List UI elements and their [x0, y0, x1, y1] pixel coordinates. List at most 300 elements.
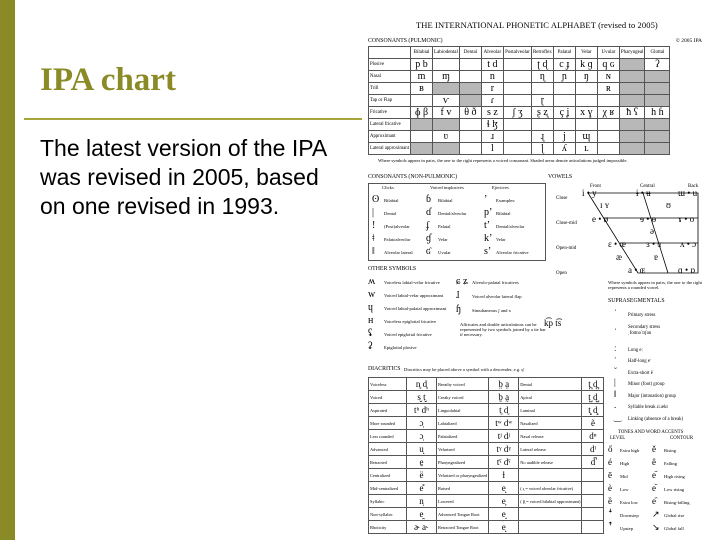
tone-symbol: ě: [652, 444, 656, 454]
consonant-cell: ɰ: [575, 131, 597, 143]
consonant-cell: ɴ: [597, 71, 619, 83]
other-symbol: ɧ: [456, 304, 461, 315]
other-symbol-row: [368, 289, 443, 300]
ejectives-label: Alveolar fricative: [496, 250, 529, 255]
consonant-cell: ɬ ɮ: [481, 119, 503, 131]
vowel-close-mid-back: ɤ • o: [678, 214, 695, 224]
slide-title: IPA chart: [40, 62, 176, 98]
consonant-cell: [575, 95, 597, 107]
consonant-cell: ʀ: [597, 83, 619, 95]
suprasegmental-label: Minor (foot) group: [628, 382, 665, 387]
pulmonic-consonant-table: [368, 46, 670, 155]
other-symbol-label: Voiced labial-velar approximant: [384, 293, 444, 298]
place-header: Velar: [575, 47, 597, 59]
tone-row: [652, 444, 676, 454]
other-symbols-heading: OTHER SYMBOLS: [368, 266, 417, 272]
clicks-symbol: ʘ: [372, 194, 380, 205]
implosives-label: Velar: [438, 237, 448, 242]
diacritic-example: e̠: [407, 456, 437, 469]
ejectives-row: [484, 220, 524, 231]
suprasegmental-row: [614, 400, 668, 410]
clicks-row: [372, 220, 410, 231]
diacritic-label: More rounded: [369, 417, 407, 430]
ipa-chart-title: THE INTERNATIONAL PHONETIC ALPHABET (revised to 2005): [416, 20, 658, 30]
clicks-row: [372, 207, 396, 218]
manner-row: [369, 143, 670, 155]
vowel-close-central: ɨ • ʉ: [636, 188, 651, 198]
diacritic-label: Palatalized: [437, 430, 489, 443]
diacritic-example: [582, 482, 604, 495]
diacritic-example: [582, 508, 604, 521]
diacritics-table: [368, 377, 604, 534]
other-symbol-label: Voiced alveolar lateral flap: [472, 294, 522, 299]
consonant-cell: ɽ: [531, 95, 553, 107]
manner-label: Nasal: [369, 71, 411, 83]
other-symbol-label: Voiced epiglottal fricative: [384, 332, 432, 337]
other-symbol-label: Voiceless labial-velar fricative: [384, 280, 440, 285]
vowel-open-label: Open: [556, 271, 567, 276]
tone-symbol: ȅ: [608, 496, 612, 506]
consonant-cell: [619, 59, 645, 71]
other-symbol-label: Epiglottal plosive: [384, 345, 417, 350]
diacritic-example: [582, 521, 604, 534]
suprasegmental-symbol: ˈ: [614, 308, 617, 318]
consonant-cell: [459, 71, 481, 83]
consonant-cell: [531, 119, 553, 131]
tone-label: Extra low: [620, 500, 638, 505]
clicks-symbol: ǂ: [372, 233, 375, 244]
ejectives-symbol: pʼ: [484, 207, 493, 218]
implosives-header: Voiced implosives: [430, 185, 464, 190]
diacritic-example: ɔ̹: [407, 417, 437, 430]
implosives-row: [426, 207, 466, 218]
tone-label: Falling: [664, 461, 678, 466]
diacritic-row: [369, 508, 604, 521]
other-symbol-row: [368, 302, 446, 313]
vowel-open-front: a • ɶ: [628, 265, 646, 275]
other-symbol-row: [368, 315, 436, 326]
consonant-cell: [619, 95, 645, 107]
diacritic-label: Apical: [519, 391, 582, 404]
diacritic-label: Laminal: [519, 404, 582, 417]
consonant-cell: [619, 143, 645, 155]
suprasegmental-symbol: ‿: [614, 411, 622, 422]
consonant-cell: χ ʁ: [597, 107, 619, 119]
diacritic-label: Velarized or pharyngealized: [437, 469, 489, 482]
consonant-cell: ʂ ʐ: [531, 107, 553, 119]
consonant-cell: [411, 119, 433, 131]
place-header: Alveolar: [481, 47, 503, 59]
consonant-cell: ʎ: [553, 143, 575, 155]
clicks-label: (Post)alveolar: [384, 224, 410, 229]
consonant-cell: [503, 131, 531, 143]
tone-row: [608, 470, 628, 480]
tone-row: [608, 444, 639, 454]
other-symbol: ʜ: [368, 315, 374, 326]
consonant-cell: ɱ: [433, 71, 460, 83]
diacritic-example: tˤ dˤ: [489, 456, 519, 469]
implosives-label: Uvular: [438, 250, 451, 255]
suprasegmental-row: [614, 389, 676, 399]
consonant-cell: [553, 95, 575, 107]
manner-row: [369, 95, 670, 107]
ejectives-label: Velar: [496, 237, 506, 242]
diacritic-label: Linguolabial: [437, 404, 489, 417]
ejectives-symbol: ʼ: [484, 194, 488, 205]
consonant-cell: ɻ: [531, 131, 553, 143]
tone-symbol: ↘: [652, 522, 660, 532]
suprasegmental-row: [614, 366, 653, 376]
tone-symbol: ē: [608, 470, 612, 480]
tone-symbol: e᷄: [652, 470, 656, 480]
implosives-symbol: ɗ: [426, 207, 431, 218]
diacritic-row: [369, 482, 604, 495]
diacritic-label: Mid-centralized: [369, 482, 407, 495]
suprasegmental-label: Secondary stress: [628, 324, 661, 330]
consonant-cell: [575, 83, 597, 95]
tone-label: Global rise: [664, 513, 685, 518]
manner-row: [369, 71, 670, 83]
consonant-cell: [531, 83, 553, 95]
consonant-cell: ç ʝ: [553, 107, 575, 119]
consonant-cell: [645, 119, 670, 131]
vowel-back-label: Back: [688, 184, 699, 189]
suprasegmental-label: Major (intonation) group: [628, 393, 676, 399]
diacritic-label: Breathy voiced: [437, 378, 489, 391]
vowel-front-label: Front: [590, 184, 601, 189]
vowel-near-close-front: ɪ ʏ: [600, 200, 610, 210]
slide-accent-bar: [0, 0, 15, 540]
diacritic-label: Non-syllabic: [369, 508, 407, 521]
other-symbol: ɥ: [368, 302, 373, 313]
suprasegmental-label: ˌfoʊnəˈtɪʃən: [628, 331, 652, 336]
other-symbol: ɺ: [456, 290, 460, 301]
clicks-label: Dental: [384, 211, 397, 216]
suprasegmental-row: [614, 320, 660, 330]
tone-label: Rising-falling: [664, 500, 690, 505]
diacritic-example: s̬ t̬: [407, 391, 437, 404]
manner-label: Approximant: [369, 131, 411, 143]
diacritic-example: u̟: [407, 443, 437, 456]
consonant-cell: [503, 95, 531, 107]
consonant-cell: [619, 119, 645, 131]
diacritic-example: t̻ d̻: [582, 404, 604, 417]
tones-level-label: LEVEL: [610, 436, 626, 441]
tone-row: [608, 509, 639, 519]
consonant-cell: [459, 143, 481, 155]
affricate-note: Affricates and double articulations can be represented by two symbols joined by a tie bar if necessary.: [460, 322, 546, 337]
manner-label: Fricative: [369, 107, 411, 119]
vowel-central-label: Central: [640, 184, 655, 189]
consonant-cell: m: [411, 71, 433, 83]
other-symbol-label: Simultaneous ʃ and x: [472, 308, 511, 313]
manner-label: Tap or Flap: [369, 95, 411, 107]
diacritic-row: [369, 443, 604, 456]
manner-label: Plosive: [369, 59, 411, 71]
consonant-cell: [553, 119, 575, 131]
consonant-cell: [503, 59, 531, 71]
diacritic-example: ɫ: [489, 469, 519, 482]
implosives-row: [426, 246, 451, 257]
manner-row: [369, 131, 670, 143]
diacritic-example: t̪ d̪: [582, 378, 604, 391]
vowel-note: Where symbols appear in pairs, the one to the right represents a rounded vowel.: [608, 280, 702, 290]
suprasegmental-symbol: ‖: [614, 388, 617, 399]
consonant-cell: p b: [411, 59, 433, 71]
ejectives-row: [484, 233, 506, 244]
tone-symbol: è: [608, 483, 612, 493]
ipa-chart-image: [364, 18, 706, 538]
slide-body-text: The latest version of the IPA was revised in 2005, based on one revised in 1993.: [40, 135, 326, 219]
tone-symbol: e᷅: [652, 483, 656, 493]
diacritic-label: No audible release: [519, 456, 582, 469]
place-header: Uvular: [597, 47, 619, 59]
manner-row: [369, 59, 670, 71]
diacritic-example: [582, 495, 604, 508]
tone-label: High rising: [664, 474, 685, 479]
suprasegmental-label: Half-long eˑ: [628, 359, 652, 364]
diacritic-label: ( β̞ = voiced bilabial approximant): [519, 495, 582, 508]
clicks-header: Clicks: [382, 185, 394, 190]
manner-row: [369, 119, 670, 131]
diacritic-label: Dental: [519, 378, 582, 391]
place-header: Labiodental: [433, 47, 460, 59]
vowel-open-mid-front: ɛ • œ: [608, 239, 626, 249]
consonant-cell: ʃ ʒ: [503, 107, 531, 119]
consonant-cell: ɸ β: [411, 107, 433, 119]
manner-label: Lateral fricative: [369, 119, 411, 131]
consonant-cell: [411, 95, 433, 107]
manner-row: [369, 107, 670, 119]
other-symbol-row: [368, 276, 440, 287]
consonant-cell: ʙ: [411, 83, 433, 95]
consonant-cell: n: [481, 71, 503, 83]
ejectives-label: Dental/alveolar: [496, 224, 525, 229]
tones-contour-label: CONTOUR: [670, 436, 694, 441]
vowel-near-close-back: ʊ: [666, 200, 671, 210]
diacritic-label: Voiceless: [369, 378, 407, 391]
diacritic-example: n̩: [407, 495, 437, 508]
clicks-symbol: !: [372, 220, 376, 231]
diacritic-example: n̥ d̥: [407, 378, 437, 391]
diacritic-row: [369, 417, 604, 430]
place-header: Bilabial: [411, 47, 433, 59]
diacritic-example: ɚ a˞: [407, 521, 437, 534]
clicks-symbol: ǁ: [372, 246, 375, 257]
tone-symbol: e᷈: [652, 496, 656, 506]
consonant-cell: [411, 131, 433, 143]
diacritic-example: b̤ a̤: [489, 378, 519, 391]
ejectives-symbol: tʼ: [484, 220, 491, 231]
ejectives-label: Examples:: [496, 198, 516, 203]
suprasegmental-symbol: ː: [614, 342, 617, 353]
title-divider: [24, 118, 362, 120]
suprasegmental-symbol: .: [614, 400, 617, 410]
other-symbol-label: Alveolo-palatal fricatives: [472, 280, 519, 285]
ejectives-row: [484, 194, 515, 205]
tone-symbol: ꜛ: [608, 522, 613, 532]
vowel-close-front: i • y: [582, 188, 597, 198]
diacritic-label: Aspirated: [369, 404, 407, 417]
ejectives-row: [484, 246, 529, 257]
other-symbol-row: [456, 290, 522, 301]
implosives-symbol: ɓ: [426, 194, 431, 205]
diacritic-label: Retracted: [369, 456, 407, 469]
tone-label: Rising: [664, 448, 676, 453]
consonant-cell: t d: [481, 59, 503, 71]
consonant-cell: [503, 71, 531, 83]
diacritic-example: ẽ: [582, 417, 604, 430]
implosives-label: Palatal: [438, 224, 451, 229]
clicks-label: Alveolar lateral: [384, 250, 413, 255]
tone-label: Mid: [620, 474, 628, 479]
tone-label: Low rising: [664, 487, 685, 492]
vowel-open-mid-back: ʌ • ɔ: [680, 239, 697, 249]
suprasegmental-symbol: |: [614, 377, 616, 387]
tone-row: [652, 483, 684, 493]
suprasegmental-label: Linking (absence of a break): [628, 416, 684, 422]
ipa-copyright: © 2005 IPA: [675, 38, 702, 44]
implosives-row: [426, 233, 448, 244]
consonant-cell: [597, 143, 619, 155]
manner-row: [369, 83, 670, 95]
consonant-cell: s z: [481, 107, 503, 119]
diacritic-label: [519, 469, 582, 482]
diacritic-example: t̺ d̺: [582, 391, 604, 404]
suprasegmental-row: [614, 343, 643, 353]
diacritic-label: Creaky voiced: [437, 391, 489, 404]
diacritic-row: [369, 521, 604, 534]
vowel-close-mid-label: Close-mid: [556, 221, 577, 226]
tone-label: Global fall: [664, 526, 684, 531]
diacritic-example: e̞: [489, 495, 519, 508]
suprasegmental-row: [614, 331, 651, 336]
consonant-cell: [645, 143, 670, 155]
manner-label: Trill: [369, 83, 411, 95]
other-symbol-row: [368, 328, 432, 339]
clicks-row: [372, 194, 399, 205]
diacritic-label: ( ɹ̝ = voiced alveolar fricative): [519, 482, 582, 495]
diacritic-example: tʷ dʷ: [489, 417, 519, 430]
tone-row: [608, 483, 628, 493]
tone-row: [652, 496, 690, 506]
implosives-label: Dental/alveolar: [438, 211, 467, 216]
place-header: Palatal: [553, 47, 575, 59]
diacritic-label: [519, 508, 582, 521]
consonant-cell: ɾ: [481, 95, 503, 107]
other-symbol-label: Voiceless epiglottal fricative: [384, 319, 437, 324]
consonant-cell: [645, 131, 670, 143]
vowel-close-mid-central: ɘ • ɵ: [640, 214, 657, 224]
suprasegmental-symbol: ˘: [614, 365, 617, 376]
suprasegmentals-heading: SUPRASEGMENTALS: [608, 298, 665, 304]
vowel-near-open-front: æ: [616, 252, 623, 262]
tone-symbol: ő: [608, 444, 613, 454]
consonant-cell: [433, 83, 460, 95]
tone-symbol: ꜜ: [608, 509, 613, 519]
consonant-cell: [619, 131, 645, 143]
consonant-cell: [645, 71, 670, 83]
consonant-cell: ʈ ɖ: [531, 59, 553, 71]
other-symbol-row: [456, 304, 511, 315]
diacritic-label: Labialized: [437, 417, 489, 430]
tone-row: [652, 522, 684, 533]
suprasegmental-label: Long eː: [628, 347, 643, 353]
diacritics-subheading: Diacritics may be placed above a symbol with a descender, e.g. ŋ̊: [404, 367, 524, 372]
suprasegmental-row: [614, 354, 651, 364]
tone-row: [608, 496, 638, 506]
other-symbol: w: [368, 289, 376, 300]
implosives-symbol: ʛ: [426, 246, 431, 257]
consonant-cell: [597, 131, 619, 143]
diacritic-example: e̽: [407, 482, 437, 495]
suprasegmental-label: Primary stress: [628, 313, 656, 318]
consonant-cell: ɭ: [531, 143, 553, 155]
diacritic-example: ë: [407, 469, 437, 482]
diacritics-heading: DIACRITICS: [368, 366, 401, 372]
consonant-cell: ɳ: [531, 71, 553, 83]
table-corner: [369, 47, 411, 59]
diacritic-label: Advanced Tongue Root: [437, 508, 489, 521]
diacritic-label: Syllabic: [369, 495, 407, 508]
consonant-cell: [459, 131, 481, 143]
tones-heading: TONES AND WORD ACCENTS: [618, 430, 684, 435]
consonant-cell: ʔ: [645, 59, 670, 71]
place-header: Retroflex: [531, 47, 553, 59]
diacritic-example: e̘: [489, 508, 519, 521]
diacritic-example: e̙: [489, 521, 519, 534]
tone-row: [652, 457, 677, 467]
suprasegmental-label: Extra-short ĕ: [628, 370, 653, 376]
implosives-label: Bilabial: [438, 198, 453, 203]
pulmonic-heading: CONSONANTS (PULMONIC): [368, 38, 443, 44]
tone-row: [652, 470, 685, 480]
implosives-row: [426, 194, 453, 205]
diacritic-row: [369, 495, 604, 508]
other-symbol-label: Voiced labial-palatal approximant: [384, 306, 447, 311]
suprasegmental-row: [614, 377, 665, 387]
diacritic-label: [519, 521, 582, 534]
ejectives-symbol: kʼ: [484, 233, 493, 244]
place-header: Dental: [459, 47, 481, 59]
suprasegmental-row: [614, 412, 683, 423]
consonant-cell: ɹ: [481, 131, 503, 143]
consonant-cell: [433, 143, 460, 155]
consonant-cell: θ ð: [459, 107, 481, 119]
consonant-cell: ʟ: [575, 143, 597, 155]
diacritic-label: Retracted Tongue Root: [437, 521, 489, 534]
consonant-cell: [645, 95, 670, 107]
vowel-near-open-central: ɐ: [654, 252, 658, 262]
implosives-symbol: ɠ: [426, 233, 431, 244]
other-symbol: ʡ: [368, 341, 373, 352]
diacritic-row: [369, 404, 604, 417]
diacritic-example: t̼ d̼: [489, 404, 519, 417]
consonant-cell: r: [481, 83, 503, 95]
manner-label: Lateral approximant: [369, 143, 411, 155]
tone-row: [652, 509, 684, 520]
diacritic-label: Less rounded: [369, 430, 407, 443]
consonant-cell: [645, 83, 670, 95]
other-symbol: ʢ: [368, 328, 373, 339]
ejectives-symbol: sʼ: [484, 246, 492, 257]
tone-label: High: [620, 461, 630, 466]
diacritic-example: e̯: [407, 508, 437, 521]
consonant-cell: [553, 83, 575, 95]
diacritic-example: [582, 469, 604, 482]
clicks-row: [372, 233, 410, 244]
diacritic-example: dⁿ: [582, 430, 604, 443]
